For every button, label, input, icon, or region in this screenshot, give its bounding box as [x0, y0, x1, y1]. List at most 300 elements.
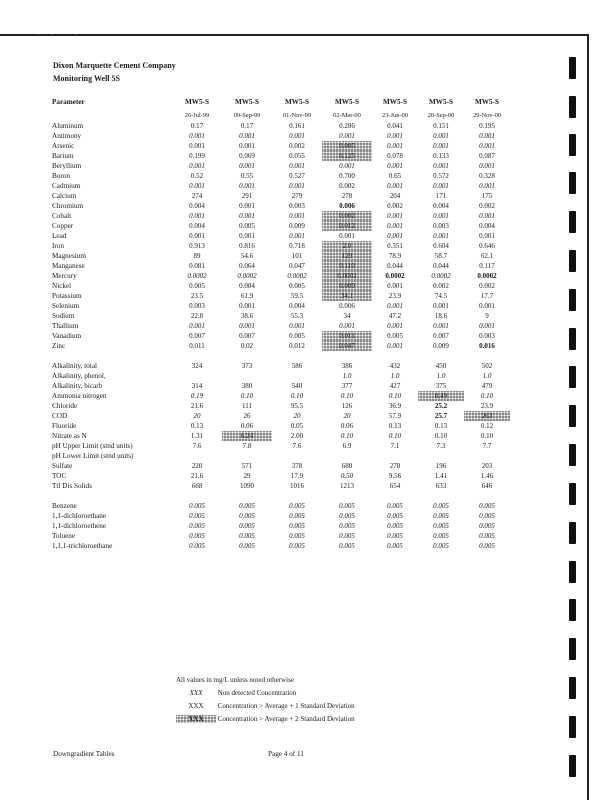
value-cell: 74.5 — [434, 292, 448, 300]
value-cell: 0.005 — [479, 512, 495, 520]
value-cell: 0.133 — [433, 152, 449, 160]
section-gap — [50, 351, 510, 361]
table-row — [50, 311, 510, 321]
value-cell: 0.001 — [387, 342, 403, 350]
value-cell: 0.001 — [433, 132, 449, 140]
value-cell: 0.005 — [289, 282, 305, 290]
legend-marker: XXX — [188, 702, 204, 710]
value-cell: 23.5 — [190, 292, 204, 300]
value-cell: 47.2 — [388, 312, 402, 320]
value-cell: 0.12 — [480, 422, 494, 430]
value-cell: 0.006 — [339, 202, 355, 210]
table-row — [50, 241, 510, 251]
spacer-cell — [418, 351, 464, 361]
value-cell: 0.005 — [289, 512, 305, 520]
value-cell — [172, 371, 222, 381]
parameter-name: Sodium — [52, 312, 75, 320]
value-cell: 0.001 — [479, 162, 495, 170]
value-cell: 0.005 — [189, 532, 205, 540]
date-row-label — [50, 108, 172, 121]
table-row — [50, 371, 510, 381]
value-cell: 0.0002 — [477, 272, 497, 280]
value-cell: 0.0002 — [237, 272, 257, 280]
spacer-cell — [50, 351, 172, 361]
parameter-name: pH Upper Limit (stnd units) — [52, 442, 133, 450]
value-cell: 0.001 — [387, 322, 403, 330]
binder-tab — [569, 638, 576, 660]
value-cell: 25.2 — [434, 402, 448, 410]
binder-tab — [569, 328, 576, 350]
value-cell: 0.001 — [433, 162, 449, 170]
value-cell: 377 — [341, 382, 353, 390]
spacer-cell — [322, 351, 372, 361]
value-cell: 633 — [435, 482, 447, 490]
value-cell: 0.001 — [387, 132, 403, 140]
value-cell: 36.9 — [388, 402, 402, 410]
binder-tab — [569, 250, 576, 272]
parameter-name: Copper — [52, 222, 74, 230]
column-header-date: 23-Jun-00 — [382, 112, 408, 119]
binder-tab — [569, 96, 576, 118]
value-cell: 0.001 — [189, 162, 205, 170]
value-cell: 1.0 — [436, 372, 446, 380]
value-cell: 0.001 — [189, 212, 205, 220]
spacer-cell — [372, 491, 418, 501]
spacer-cell — [272, 351, 322, 361]
table-row — [50, 531, 510, 541]
value-cell: 0.001 — [479, 212, 495, 220]
value-cell: 0.001 — [239, 162, 255, 170]
value-cell: 0.19 — [190, 392, 204, 400]
value-cell — [272, 371, 322, 381]
legend-marker: XXX — [176, 715, 216, 723]
value-cell: 101 — [291, 252, 303, 260]
parameter-name: Sulfate — [52, 462, 73, 470]
value-cell: 0.001 — [339, 162, 355, 170]
table-row — [50, 451, 510, 461]
page-border-right — [587, 34, 589, 800]
value-cell: 7.1 — [390, 442, 400, 450]
header-row — [50, 95, 510, 108]
value-cell: 0.005 — [239, 522, 255, 530]
value-cell: 0.001 — [239, 232, 255, 240]
table-row — [50, 341, 510, 351]
value-cell: 0.005 — [433, 502, 449, 510]
value-cell: 278 — [341, 192, 353, 200]
parameter-name: Manganese — [52, 262, 85, 270]
value-cell: 7.6 — [192, 442, 202, 450]
value-cell: 0.001 — [387, 232, 403, 240]
value-cell: 0.002 — [433, 282, 449, 290]
value-cell: 0.005 — [189, 522, 205, 530]
value-cell: 22.8 — [190, 312, 204, 320]
value-cell: 0.700 — [339, 172, 355, 180]
value-cell: 0.001 — [339, 232, 355, 240]
value-cell: 0.10 — [388, 392, 402, 400]
table-row — [50, 321, 510, 331]
spacer-cell — [50, 491, 172, 501]
value-cell: 0.001 — [239, 142, 255, 150]
spacer-cell — [172, 351, 222, 361]
value-cell: 0.351 — [387, 242, 403, 250]
value-cell: 0.001 — [433, 182, 449, 190]
value-cell: 0.005 — [433, 542, 449, 550]
parameter-name: Zinc — [52, 342, 66, 350]
value-cell: 0.06 — [240, 422, 254, 430]
value-cell: 59.5 — [290, 292, 304, 300]
value-cell: 1.0 — [390, 372, 400, 380]
value-cell: 0.001 — [239, 212, 255, 220]
spacer-cell — [418, 491, 464, 501]
value-cell: 0.718 — [289, 242, 305, 250]
value-cell: 23.9 — [388, 292, 402, 300]
table-row — [50, 461, 510, 471]
value-cell: 18.6 — [434, 312, 448, 320]
table-row — [50, 511, 510, 521]
value-cell: 0.005 — [387, 512, 403, 520]
value-cell: 20 — [343, 412, 351, 420]
value-cell: 0.001 — [479, 232, 495, 240]
value-cell: 2.00 — [290, 432, 304, 440]
parameter-name: Cadmium — [52, 182, 81, 190]
value-cell: 1090 — [240, 482, 254, 490]
value-cell: 220 — [191, 462, 203, 470]
legend-marker: XXX — [189, 689, 203, 697]
units-note: All values in mg/L unless noted otherwise — [176, 676, 294, 684]
value-cell: 0.005 — [433, 522, 449, 530]
legend-row-non-detect — [176, 689, 296, 697]
value-cell: 0.007 — [239, 332, 255, 340]
binder-tab — [569, 716, 576, 738]
column-header-well: MW5-S — [383, 97, 407, 106]
table-row — [50, 291, 510, 301]
table-row — [50, 221, 510, 231]
value-cell — [222, 451, 272, 461]
value-cell: 0.10 — [480, 392, 494, 400]
value-cell: 314 — [191, 382, 203, 390]
value-cell — [464, 451, 510, 461]
value-cell: 0.005 — [339, 522, 355, 530]
table-row — [50, 421, 510, 431]
value-cell: 0.004 — [479, 222, 495, 230]
value-cell: 0.13 — [434, 422, 448, 430]
value-cell: 0.012 — [289, 342, 305, 350]
value-cell: 0.10 — [388, 432, 402, 440]
table-row — [50, 471, 510, 481]
value-cell: 0.001 — [189, 322, 205, 330]
parameter-name: Barium — [52, 152, 74, 160]
value-cell: 89 — [193, 252, 201, 260]
table-row — [50, 141, 510, 151]
value-cell: 7.8 — [242, 442, 252, 450]
table-row — [50, 151, 510, 161]
column-header-well: MW5-S — [475, 97, 499, 106]
value-cell: 324 — [191, 362, 203, 370]
column-header-date: 01-Nov-99 — [282, 112, 312, 119]
value-cell: 9.56 — [388, 472, 402, 480]
column-header-well: MW5-S — [235, 97, 259, 106]
value-cell: 0.10 — [340, 432, 354, 440]
value-cell: 0.047 — [322, 341, 372, 351]
parameter-name: Boron — [52, 172, 70, 180]
value-cell: 26 — [243, 412, 251, 420]
monitoring-data-table — [50, 95, 510, 551]
value-cell: 0.001 — [289, 232, 305, 240]
value-cell: 0.125 — [322, 151, 372, 161]
value-cell: 0.001 — [387, 162, 403, 170]
parameter-name: pH Lower Limit (stnd units) — [52, 452, 134, 460]
well-name: Monitoring Well 5S — [53, 74, 120, 83]
value-cell: 274 — [191, 192, 203, 200]
value-cell: 0.004 — [189, 202, 205, 210]
value-cell: 0.004 — [289, 302, 305, 310]
value-cell: 654 — [389, 482, 401, 490]
table-row — [50, 191, 510, 201]
value-cell: 0.527 — [289, 172, 305, 180]
value-cell: 7.3 — [436, 442, 446, 450]
value-cell: 0.0002 — [431, 272, 451, 280]
value-cell — [372, 451, 418, 461]
value-cell: 7.7 — [482, 442, 492, 450]
binder-tab — [569, 522, 576, 544]
column-header-date: 29-Nov-00 — [472, 112, 502, 119]
value-cell: 373 — [241, 362, 253, 370]
value-cell: 0.001 — [189, 232, 205, 240]
value-cell: 0.009 — [322, 281, 372, 291]
table-row — [50, 481, 510, 491]
value-cell: 9 — [485, 312, 489, 320]
binder-tab — [569, 444, 576, 466]
value-cell: 386 — [341, 362, 353, 370]
value-cell: 0.041 — [387, 122, 403, 130]
value-cell: 479 — [481, 382, 493, 390]
spacer-cell — [222, 491, 272, 501]
parameter-name: Ttl Dis Solids — [52, 482, 92, 490]
value-cell: 0.65 — [388, 172, 402, 180]
legend-text: Concentration > Average + 2 Standard Deviation — [217, 715, 355, 723]
parameter-name: Chromium — [52, 202, 84, 210]
value-cell: 0.0002 — [385, 272, 405, 280]
value-cell: 680 — [341, 462, 353, 470]
value-cell: 0.110 — [322, 261, 372, 271]
value-cell: 1.0 — [342, 372, 352, 380]
value-cell: 0.646 — [479, 242, 495, 250]
value-cell: 78.9 — [388, 252, 402, 260]
value-cell: 0.151 — [433, 122, 449, 130]
value-cell: 0.006 — [339, 302, 355, 310]
value-cell — [222, 371, 272, 381]
value-cell: 0.55 — [240, 172, 254, 180]
value-cell: 0.50 — [340, 472, 354, 480]
value-cell: 0.001 — [339, 132, 355, 140]
parameter-name: Mercury — [52, 272, 77, 280]
parameter-name: Toluene — [52, 532, 76, 540]
table-row — [50, 401, 510, 411]
value-cell: 0.001 — [479, 142, 495, 150]
value-cell: 0.13 — [388, 422, 402, 430]
value-cell: 196 — [435, 462, 447, 470]
value-cell: 34 — [343, 312, 351, 320]
value-cell: 0.10 — [240, 392, 254, 400]
value-cell: 25.7 — [434, 412, 448, 420]
value-cell: 0.286 — [339, 122, 355, 130]
table-row — [50, 161, 510, 171]
table-row — [50, 541, 510, 551]
scan-speck — [51, 34, 53, 35]
value-cell: 1213 — [340, 482, 354, 490]
value-cell: 204 — [389, 192, 401, 200]
value-cell — [418, 451, 464, 461]
value-cell: 95.5 — [290, 402, 304, 410]
value-cell: 0.087 — [479, 152, 495, 160]
parameter-name: Lead — [52, 232, 67, 240]
value-cell: 0.005 — [289, 522, 305, 530]
value-cell: 0.001 — [387, 222, 403, 230]
value-cell: 0.005 — [189, 542, 205, 550]
value-cell: 0.003 — [189, 302, 205, 310]
value-cell: 57.9 — [388, 412, 402, 420]
parameter-name: Alkalinity, phenol, — [52, 372, 106, 380]
table-row — [50, 331, 510, 341]
spacer-cell — [322, 491, 372, 501]
value-cell: 0.005 — [433, 532, 449, 540]
value-cell: 0.913 — [189, 242, 205, 250]
value-cell: 0.005 — [387, 502, 403, 510]
value-cell — [272, 451, 322, 461]
value-cell: 0.572 — [433, 172, 449, 180]
value-cell: 427 — [389, 382, 401, 390]
table-row — [50, 231, 510, 241]
value-cell: 0.001 — [387, 282, 403, 290]
value-cell: 0.001 — [387, 142, 403, 150]
parameter-name: Fluoride — [52, 422, 77, 430]
column-header-well: MW5-S — [335, 97, 359, 106]
value-cell: 0.004 — [239, 282, 255, 290]
parameter-name: Iron — [52, 242, 64, 250]
value-cell: 0.005 — [289, 332, 305, 340]
table-row — [50, 181, 510, 191]
value-cell: 0.001 — [387, 182, 403, 190]
value-cell: 0.001 — [239, 132, 255, 140]
parameter-name: Alkalinity, total — [52, 362, 98, 370]
value-cell: 0.001 — [479, 302, 495, 310]
value-cell: 0.005 — [289, 502, 305, 510]
value-cell: 1.31 — [190, 432, 204, 440]
value-cell: 0.001 — [433, 232, 449, 240]
value-cell: 0.001 — [387, 302, 403, 310]
parameter-name: Cobalt — [52, 212, 72, 220]
value-cell: 0.011 — [189, 342, 205, 350]
table-row — [50, 391, 510, 401]
value-cell: 0.49 — [418, 391, 464, 401]
value-cell: 34.1 — [322, 291, 372, 301]
value-cell: 571 — [241, 462, 253, 470]
value-cell: 0.005 — [387, 332, 403, 340]
value-cell: 0.0002 — [187, 272, 207, 280]
value-cell: 0.001 — [189, 142, 205, 150]
value-cell: 375 — [435, 382, 447, 390]
value-cell: 540 — [291, 382, 303, 390]
binder-tab — [569, 561, 576, 583]
page-border-top — [0, 34, 588, 36]
value-cell: 0.001 — [289, 322, 305, 330]
value-cell: 0.02 — [240, 342, 254, 350]
value-cell: 0.199 — [189, 152, 205, 160]
footer-section: Downgradient Tables — [53, 750, 115, 758]
value-cell: 0.10 — [340, 392, 354, 400]
table-row — [50, 211, 510, 221]
value-cell: 0.009 — [433, 342, 449, 350]
value-cell: 0.011 — [322, 331, 372, 341]
value-cell: 17.9 — [290, 472, 304, 480]
company-name: Dixon Marquette Cement Company — [53, 61, 176, 70]
value-cell: 278 — [389, 462, 401, 470]
binder-tab — [569, 366, 576, 388]
value-cell: 126 — [341, 402, 353, 410]
table-row — [50, 271, 510, 281]
spacer-cell — [272, 491, 322, 501]
spacer-cell — [464, 351, 510, 361]
value-cell: 0.009 — [289, 222, 305, 230]
value-cell: 0.055 — [289, 152, 305, 160]
value-cell: 0.10 — [290, 392, 304, 400]
parameter-name: 1,1-dichloroethane — [52, 512, 107, 520]
value-cell: 21.6 — [190, 472, 204, 480]
value-cell: 0.001 — [433, 302, 449, 310]
value-cell: 0.002 — [339, 182, 355, 190]
parameter-name: Antimony — [52, 132, 82, 140]
value-cell: 58.7 — [434, 252, 448, 260]
value-cell: 0.005 — [479, 522, 495, 530]
table-row — [50, 261, 510, 271]
value-cell: 0.005 — [479, 542, 495, 550]
value-cell: 0.005 — [339, 542, 355, 550]
column-header-date: 02-Mar-00 — [333, 112, 361, 119]
value-cell: 0.001 — [289, 132, 305, 140]
value-cell: 2.0 — [322, 241, 372, 251]
legend-text: Non detected Concentration — [217, 689, 297, 697]
value-cell: 1016 — [290, 482, 304, 490]
value-cell: 0.001 — [289, 182, 305, 190]
value-cell: 0.117 — [479, 262, 495, 270]
value-cell: 6.9 — [342, 442, 352, 450]
table-row — [50, 411, 510, 421]
page-number: Page 4 of 11 — [268, 750, 304, 758]
value-cell: 6.24 — [222, 431, 272, 441]
value-cell: 0.005 — [433, 512, 449, 520]
value-cell: 0.002 — [479, 202, 495, 210]
value-cell: 0.005 — [239, 532, 255, 540]
value-cell: 1.0 — [482, 372, 492, 380]
value-cell: 62.1 — [480, 252, 494, 260]
value-cell: 0.001 — [189, 182, 205, 190]
value-cell: 0.047 — [289, 262, 305, 270]
value-cell: 0.17 — [240, 122, 254, 130]
value-cell: 0.328 — [479, 172, 495, 180]
value-cell: 0.17 — [190, 122, 204, 130]
value-cell: 0.002 — [479, 282, 495, 290]
value-cell: 502 — [481, 362, 493, 370]
value-cell: 0.005 — [239, 502, 255, 510]
value-cell: 0.001 — [239, 202, 255, 210]
value-cell: 55.3 — [290, 312, 304, 320]
value-cell: 38.6 — [240, 312, 254, 320]
value-cell: 54.6 — [240, 252, 254, 260]
value-cell: 175 — [481, 192, 493, 200]
value-cell: 0.005 — [339, 532, 355, 540]
value-cell: 0.001 — [479, 182, 495, 190]
value-cell: 0.001 — [433, 322, 449, 330]
